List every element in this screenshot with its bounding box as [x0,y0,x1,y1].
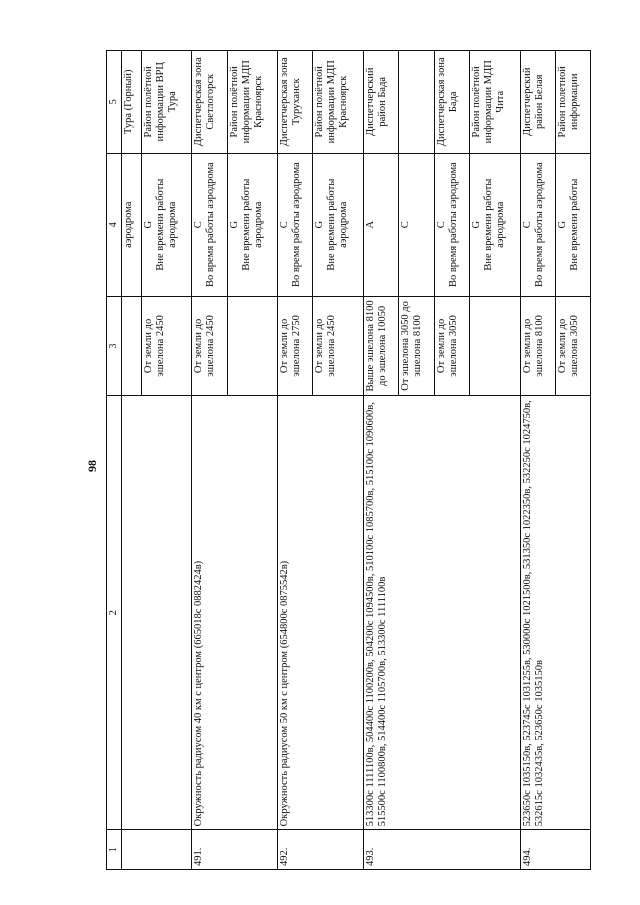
atc-unit: Диспетчерская зона Туруханск [278,51,313,154]
altitude-limits [227,296,278,395]
altitude-limits [469,296,520,395]
area-description: 513300с 1111100в, 504400с 1100200в, 504200с 1094500в, 510100с 1085700в, 515100с 1090600в, 515500с 1100800в, 514400с 1105700в, 513300с 1111100в [364,396,520,830]
airspace-class: G Вне времени работы аэродрома [227,153,278,296]
atc-unit [399,51,434,154]
header-cell: 1 [107,830,122,870]
area-description: 523650с 1035150в, 523745с 1031255в, 530000с 1021500в, 531350с 1022350в, 532250с 1024750в, 532615с 1032435в, 523650с 1035150в [520,396,590,830]
row-number: 492. [278,830,364,870]
header-cell: 4 [107,153,122,296]
atc-unit: Тура (Горный) [122,51,142,154]
airspace-class: C Во время работы аэродрома [192,153,227,296]
document-table-area [106,50,591,870]
atc-unit: Район полетной информации [555,51,590,154]
airspace-class: A [364,153,399,296]
altitude-limits: От земли до эшелона 3050 [555,296,590,395]
area-description [122,396,192,830]
table-row [520,51,555,870]
airspace-class: C [399,153,434,296]
altitude-limits [122,296,142,395]
row-number [122,830,192,870]
table-row [278,51,313,870]
airspace-class: C Во время работы аэродрома [434,153,469,296]
header-cell: 5 [107,51,122,154]
atc-unit: Диспетчерская зона Светлогорск [192,51,227,154]
atc-unit: Район полётной информации МДП Чита [469,51,520,154]
atc-unit: Диспетчерский район Белая [520,51,555,154]
altitude-limits: От земли до эшелона 2450 [192,296,227,395]
airspace-class: G Вне времени работы аэродрома [141,153,192,296]
row-number: 494. [520,830,590,870]
header-row [107,51,122,870]
area-description: Окружность радиусом 40 км с центром (665018с 0882424в) [192,396,278,830]
airspace-class: G Вне времени работы аэродрома [469,153,520,296]
header-cell: 2 [107,396,122,830]
airspace-class: G Вне времени работы аэродрома [313,153,364,296]
page-number: 98 [85,460,99,472]
table-row [122,51,142,870]
altitude-limits: От земли до эшелона 8100 [520,296,555,395]
table-row [364,51,399,870]
atc-unit: Район полётной информации МДП Красноярск [313,51,364,154]
area-description: Окружность радиусом 50 км с центром (654800с 0875542в) [278,396,364,830]
header-cell: 3 [107,296,122,395]
atc-unit: Диспетчерская зона Бада [434,51,469,154]
altitude-limits: От земли до эшелона 2450 [141,296,192,395]
airspace-class: аэродрома [122,153,142,296]
atc-unit: Район полётной информации МДП Красноярск [227,51,278,154]
airspace-class: C Во время работы аэродрома [520,153,555,296]
altitude-limits: От земли до эшелона 2450 [313,296,364,395]
row-number: 491. [192,830,278,870]
atc-unit: Диспетчерский район Бада [364,51,399,154]
atc-unit: Район полётной информации ВРЦ Тура [141,51,192,154]
altitude-limits: От эшелона 3050 до эшелона 8100 [399,296,434,395]
table-row [192,51,227,870]
airspace-class: C Во время работы аэродрома [278,153,313,296]
row-number: 493. [364,830,520,870]
airspace-class: G Вне времени работы [555,153,590,296]
altitude-limits: От земли до эшелона 2750 [278,296,313,395]
altitude-limits: От земли до эшелона 3050 [434,296,469,395]
airspace-table [106,50,591,870]
altitude-limits: Выше эшелона 8100 до эшелона 10050 [364,296,399,395]
